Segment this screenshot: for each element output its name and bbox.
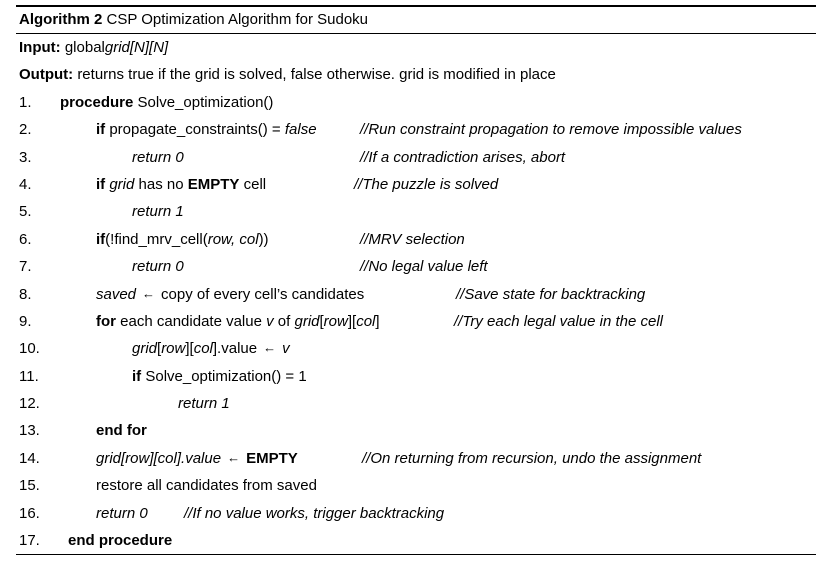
code-comment: //Run constraint propagation to remove impossible values bbox=[360, 121, 742, 139]
line-number: 11. bbox=[19, 367, 39, 385]
code-text bbox=[132, 335, 290, 362]
output-line bbox=[16, 61, 816, 88]
code-line-8 bbox=[16, 281, 816, 308]
code-italic: false bbox=[284, 121, 317, 139]
code-line-9 bbox=[16, 308, 816, 335]
code-comment: //If a contradiction arises, abort bbox=[360, 148, 566, 166]
code-text bbox=[132, 144, 184, 171]
code-fragment: [ bbox=[319, 312, 324, 330]
code-comment: //No legal value left bbox=[360, 258, 488, 276]
code-italic: grid bbox=[294, 312, 320, 330]
keyword: end for bbox=[96, 422, 147, 440]
code-line-13 bbox=[16, 417, 816, 444]
code-line-14 bbox=[16, 445, 816, 472]
code-text bbox=[68, 527, 172, 554]
code-italic: col bbox=[356, 312, 376, 330]
code-italic: grid[row][col].value bbox=[96, 449, 222, 467]
code-line-17 bbox=[16, 527, 816, 554]
code-italic: v bbox=[266, 312, 274, 330]
line-number: 12. bbox=[19, 395, 40, 413]
code-text bbox=[132, 363, 307, 390]
code-text bbox=[132, 253, 184, 280]
code-text bbox=[132, 198, 184, 225]
code-italic: return 0 bbox=[96, 504, 148, 522]
code-fragment: copy of every cell’s candidates bbox=[161, 285, 365, 303]
keyword: procedure bbox=[60, 93, 134, 111]
line-number: 9. bbox=[19, 312, 32, 330]
code-fragment: of bbox=[277, 312, 291, 330]
code-line-4 bbox=[16, 171, 816, 198]
keyword: if bbox=[96, 230, 106, 248]
code-italic: return 1 bbox=[178, 395, 230, 413]
left-arrow-icon: ← bbox=[263, 340, 277, 356]
code-line-1 bbox=[16, 89, 816, 116]
code-italic: grid bbox=[132, 340, 158, 358]
code-fragment: Solve_optimization() = 1 bbox=[145, 367, 307, 385]
code-text bbox=[96, 281, 364, 308]
code-fragment: [ bbox=[157, 340, 162, 358]
code-fragment: has no bbox=[138, 175, 184, 193]
input-label: Input: bbox=[19, 39, 61, 56]
code-line-5 bbox=[16, 198, 816, 225]
input-var: grid[N][N] bbox=[104, 39, 169, 56]
code-comment: //If no value works, trigger backtracking bbox=[184, 504, 445, 522]
code-italic: row, col bbox=[207, 230, 259, 248]
input-pre: global bbox=[64, 39, 105, 56]
code-fragment: restore all candidates from saved bbox=[96, 477, 317, 495]
code-text bbox=[96, 308, 380, 335]
code-fragment: )) bbox=[258, 230, 269, 248]
code-fragment: each candidate value bbox=[120, 312, 262, 330]
code-fragment: (!find_mrv_cell( bbox=[105, 230, 208, 248]
line-number: 16. bbox=[19, 504, 40, 522]
code-text bbox=[96, 226, 269, 253]
line-number: 13. bbox=[19, 422, 40, 440]
input-line bbox=[16, 34, 816, 61]
code-line-3 bbox=[16, 144, 816, 171]
line-number: 1. bbox=[19, 93, 32, 111]
keyword: if bbox=[132, 367, 142, 385]
line-number: 4. bbox=[19, 175, 32, 193]
code-text bbox=[96, 417, 147, 444]
keyword: EMPTY bbox=[187, 175, 240, 193]
code-text bbox=[96, 472, 317, 499]
code-italic: return 1 bbox=[132, 203, 184, 221]
code-fragment: cell bbox=[243, 175, 267, 193]
code-fragment: ] bbox=[375, 312, 380, 330]
code-italic: col bbox=[193, 340, 213, 358]
left-arrow-icon: ← bbox=[142, 285, 156, 301]
keyword: EMPTY bbox=[246, 449, 298, 467]
code-comment: //On returning from recursion, undo the assignment bbox=[362, 449, 702, 467]
code-comment: //Save state for backtracking bbox=[456, 285, 646, 303]
code-italic: row bbox=[161, 340, 186, 358]
code-fragment: ][ bbox=[347, 312, 357, 330]
left-arrow-icon: ← bbox=[227, 449, 241, 465]
code-fragment: ].value bbox=[212, 340, 258, 358]
keyword: if bbox=[96, 175, 106, 193]
line-number: 10. bbox=[19, 340, 40, 358]
code-italic: saved bbox=[96, 285, 137, 303]
code-line-11 bbox=[16, 363, 816, 390]
line-number: 5. bbox=[19, 203, 32, 221]
algorithm-caption bbox=[16, 7, 816, 33]
code-line-6 bbox=[16, 226, 816, 253]
code-comment: //MRV selection bbox=[360, 230, 465, 248]
code-italic: return 0 bbox=[132, 148, 184, 166]
keyword: for bbox=[96, 312, 116, 330]
code-line-7 bbox=[16, 253, 816, 280]
line-number: 8. bbox=[19, 285, 32, 303]
algorithm-box bbox=[16, 5, 816, 555]
code-italic: row bbox=[323, 312, 348, 330]
keyword: end procedure bbox=[68, 532, 173, 550]
code-italic: return 0 bbox=[132, 258, 184, 276]
code-fragment: Solve_optimization() bbox=[137, 93, 274, 111]
algorithm-title: CSP Optimization Algorithm for Sudoku bbox=[106, 11, 369, 28]
line-number: 3. bbox=[19, 148, 32, 166]
code-line-2 bbox=[16, 116, 816, 143]
code-italic: v bbox=[282, 340, 290, 358]
code-fragment: ][ bbox=[185, 340, 194, 358]
bottom-rule bbox=[16, 554, 816, 555]
code-line-16 bbox=[16, 500, 816, 527]
output-text: returns true if the grid is solved, false otherwise. grid is modified in place bbox=[77, 66, 556, 84]
code-text bbox=[96, 445, 298, 472]
line-number: 17. bbox=[19, 532, 40, 550]
line-number: 14. bbox=[19, 449, 40, 467]
code-text bbox=[96, 500, 148, 527]
code-line-12 bbox=[16, 390, 816, 417]
line-number: 7. bbox=[19, 258, 32, 276]
line-number: 15. bbox=[19, 477, 40, 495]
code-text bbox=[96, 116, 317, 143]
line-number: 6. bbox=[19, 230, 32, 248]
output-label: Output: bbox=[19, 66, 74, 84]
code-line-10 bbox=[16, 335, 816, 362]
code-comment: //Try each legal value in the cell bbox=[454, 312, 663, 330]
code-text bbox=[60, 89, 273, 116]
keyword: if bbox=[96, 121, 106, 139]
algorithm-label: Algorithm 2 bbox=[19, 11, 103, 28]
code-text bbox=[96, 171, 266, 198]
code-italic: grid bbox=[109, 175, 135, 193]
code-line-15 bbox=[16, 472, 816, 499]
code-text bbox=[178, 390, 230, 417]
code-comment: //The puzzle is solved bbox=[354, 175, 499, 193]
code-fragment: propagate_constraints() = bbox=[109, 121, 281, 139]
line-number: 2. bbox=[19, 121, 32, 139]
